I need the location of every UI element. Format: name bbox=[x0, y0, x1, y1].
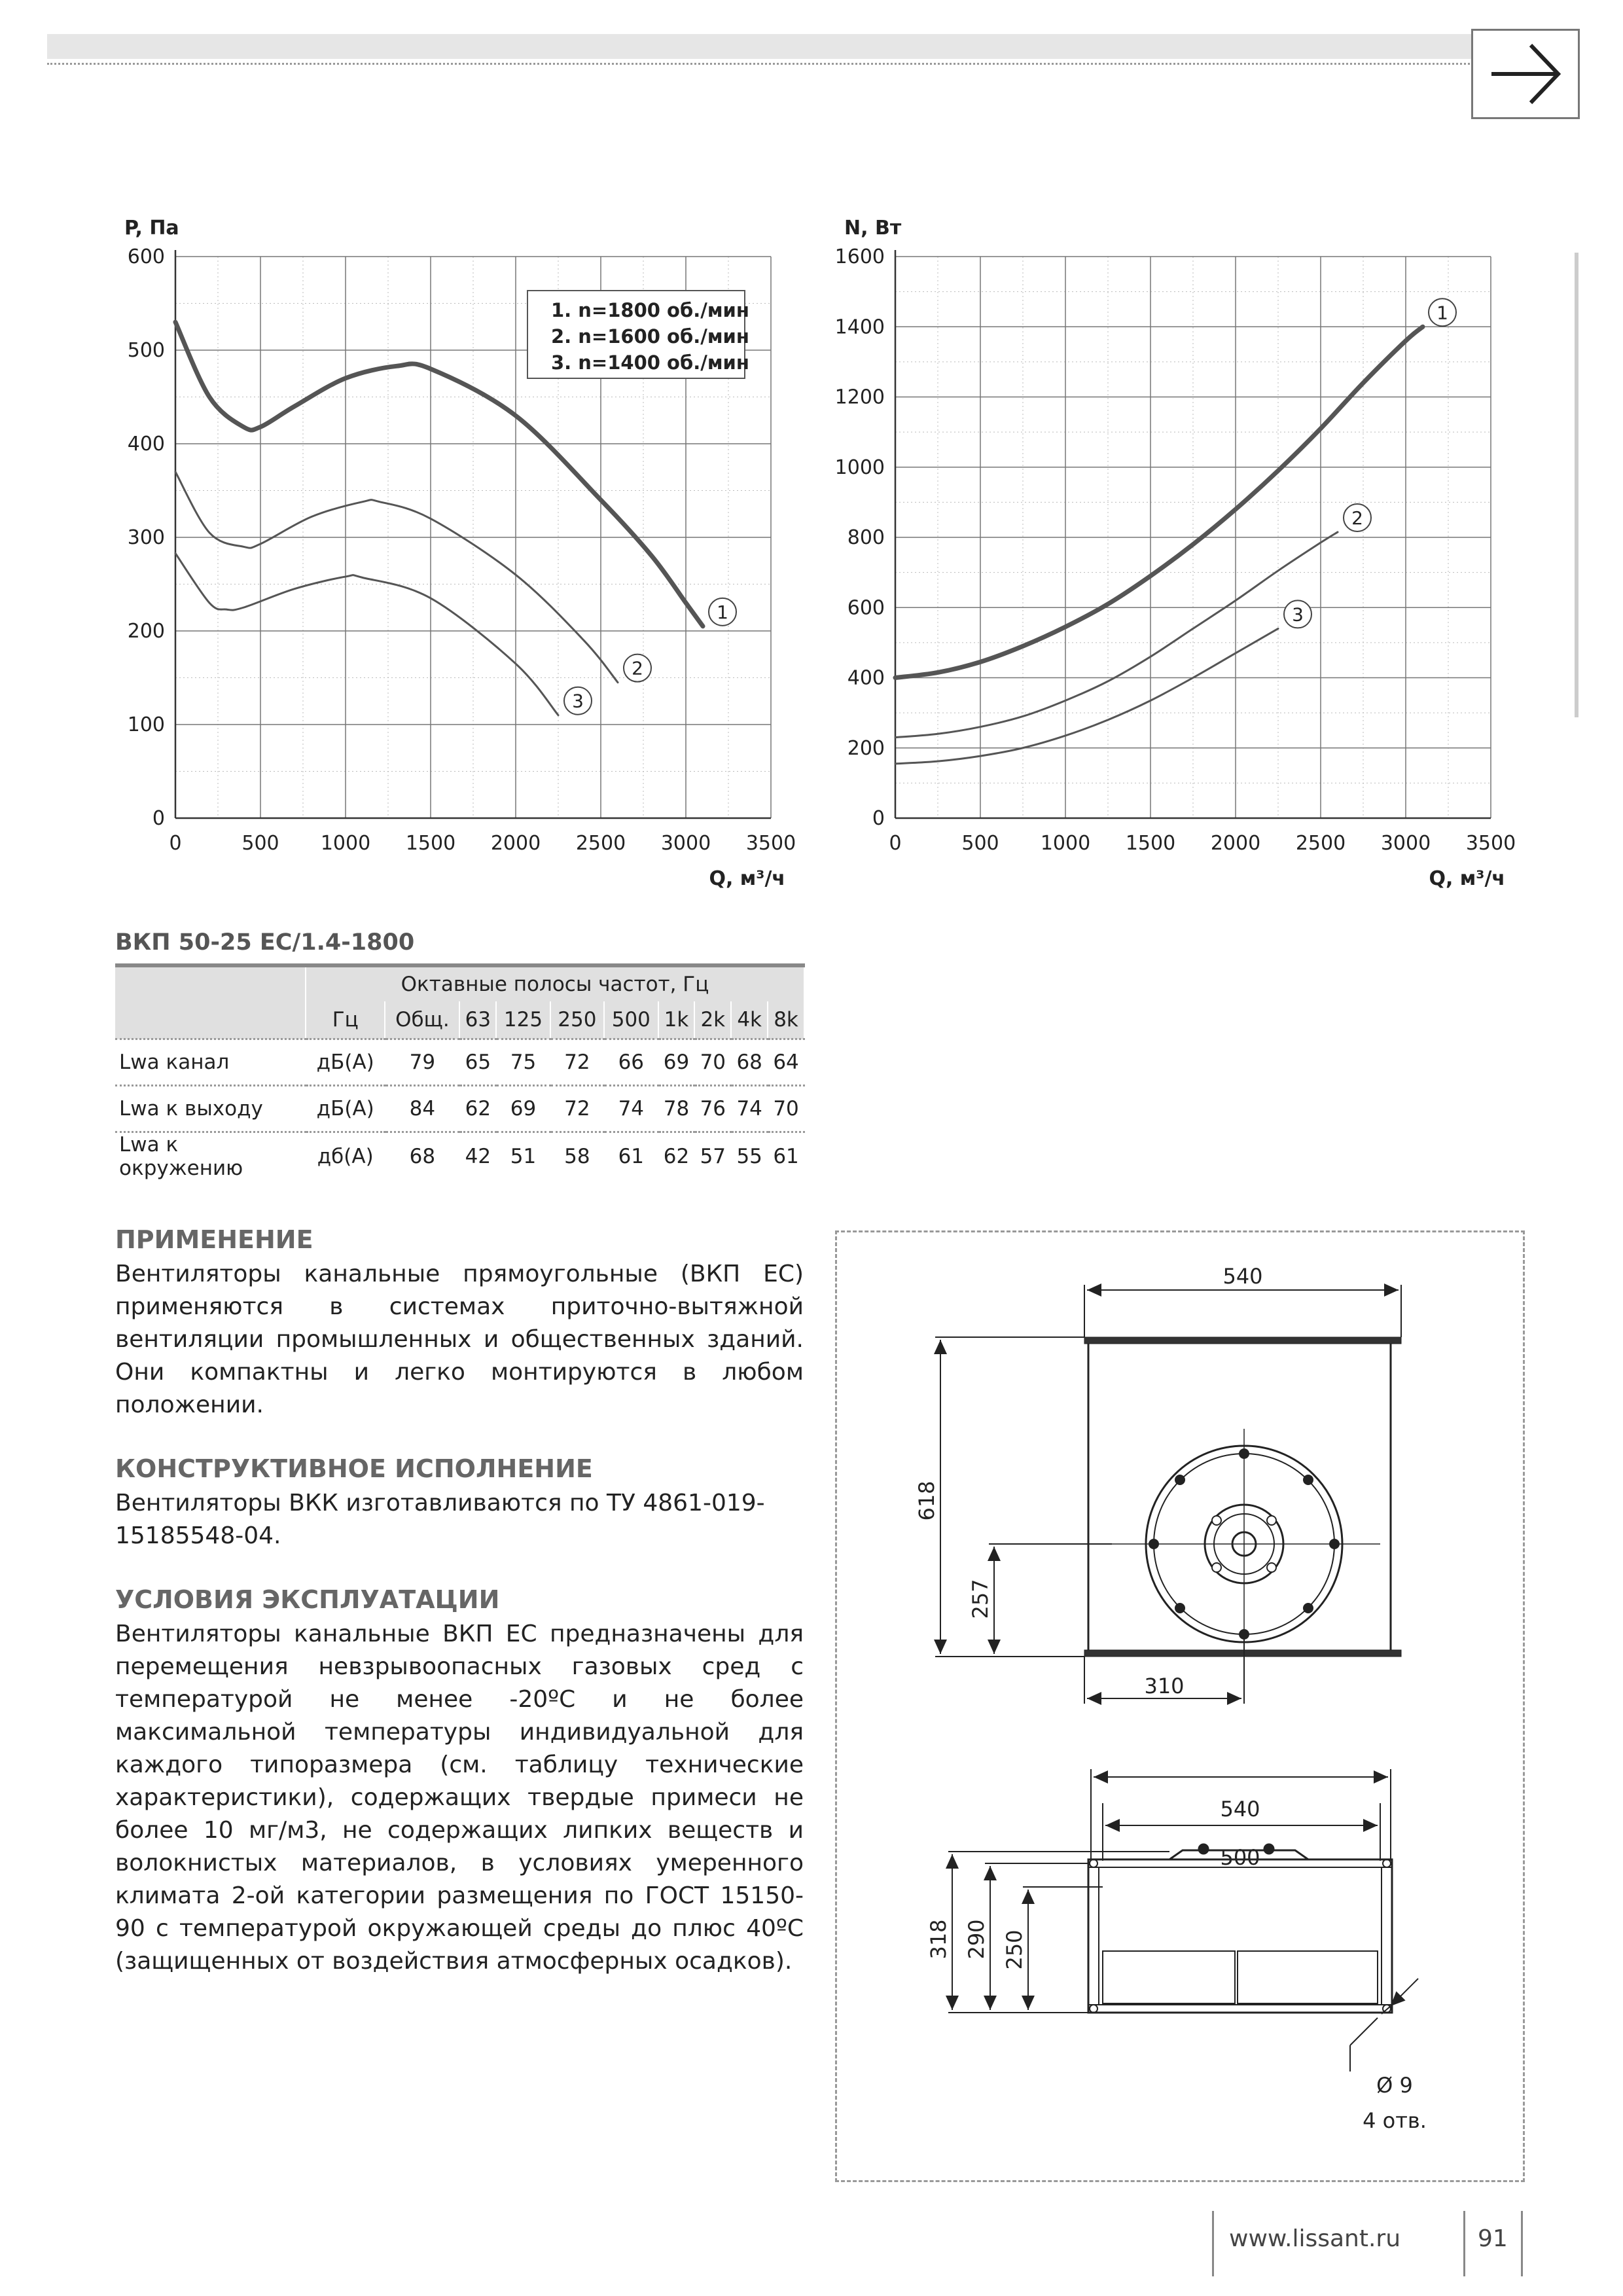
table-header-cell: 8k bbox=[768, 1001, 804, 1039]
y-tick-label: 1600 bbox=[834, 245, 885, 268]
section-text-application: Вентиляторы канальные прямоугольные (ВКП ЕС) применяются в системах приточно-вытяжной вентиляции промышленных и общественных зданий. Они компактны и легко монтируются в любом положении. bbox=[115, 1261, 804, 1418]
table-cell: 74 bbox=[604, 1086, 658, 1132]
table-cell: 62 bbox=[459, 1086, 496, 1132]
dim-side-h3: 250 bbox=[1002, 1929, 1027, 1970]
arrow-right-icon bbox=[1473, 31, 1578, 117]
table-cell: 64 bbox=[768, 1039, 804, 1086]
y-tick-label: 300 bbox=[127, 526, 165, 549]
table-cell: 68 bbox=[731, 1039, 768, 1086]
x-tick-label: 1000 bbox=[320, 832, 371, 855]
series-marker-label: 2 bbox=[632, 657, 643, 679]
table-row bbox=[115, 1132, 804, 1181]
power-chart bbox=[818, 203, 1551, 897]
footer-divider bbox=[1463, 2211, 1465, 2276]
y-tick-label: 600 bbox=[847, 596, 885, 620]
y-tick-label: 500 bbox=[127, 339, 165, 362]
y-tick-label: 400 bbox=[127, 433, 165, 456]
x-tick-label: 3500 bbox=[1465, 832, 1516, 855]
series-2-line bbox=[175, 472, 618, 683]
table-cell: 75 bbox=[496, 1039, 550, 1086]
table-cell: 51 bbox=[496, 1132, 550, 1181]
table-cell: 72 bbox=[550, 1086, 604, 1132]
row-label: Lwa к окружению bbox=[115, 1132, 306, 1181]
x-tick-label: 0 bbox=[169, 832, 182, 855]
legend-entry: 1. n=1800 об./мин bbox=[551, 299, 749, 321]
dimension-drawing-frame bbox=[835, 1230, 1525, 2182]
legend-entry: 2. n=1600 об./мин bbox=[551, 325, 749, 348]
series-marker-label: 2 bbox=[1351, 507, 1363, 529]
section-text-conditions: Вентиляторы канальные ВКП ЕС предназначены для перемещения невзрывоопасных газовых сред с температурой не менее -20ºС и не более максимальной температуры индивидуальной для каждого типоразмера (см. таблицу технические характеристики), содержащих твердые примеси не более 10 мг/м3, не содержащих липких веществ и волокнистых материалов, в условиях умеренного климата 2-ой категории размещения по ГОСТ 15150-90 с температурой окружающей среды до плюс 40ºС (защищенных от воздействия атмосферных осадков). bbox=[115, 1621, 804, 1975]
table-cell: 74 bbox=[731, 1086, 768, 1132]
x-axis-label: Q, м³/ч bbox=[1429, 867, 1505, 890]
y-tick-label: 0 bbox=[152, 807, 165, 830]
dim-top-offset-y: 257 bbox=[968, 1579, 993, 1619]
dim-top-width: 540 bbox=[1222, 1264, 1263, 1289]
side-view bbox=[948, 1769, 1418, 2045]
header-bar bbox=[47, 34, 1474, 59]
y-tick-label: 1000 bbox=[834, 456, 885, 479]
dim-hole-diameter: Ø 9 bbox=[1376, 2073, 1413, 2098]
x-tick-label: 3000 bbox=[1380, 832, 1431, 855]
series-3-line bbox=[895, 628, 1278, 763]
table-row bbox=[115, 1086, 804, 1132]
row-label: Lwa к выходу bbox=[115, 1086, 306, 1132]
x-tick-label: 500 bbox=[241, 832, 279, 855]
table-cell: 61 bbox=[768, 1132, 804, 1181]
table-row bbox=[115, 1039, 804, 1086]
table-header-cell: 2k bbox=[694, 1001, 731, 1039]
x-axis-label: Q, м³/ч bbox=[709, 867, 785, 890]
table-header-blank bbox=[115, 1001, 306, 1039]
x-tick-label: 1500 bbox=[1125, 832, 1176, 855]
table-cell: 57 bbox=[694, 1132, 731, 1181]
table-cell: 65 bbox=[459, 1039, 496, 1086]
next-page-button[interactable] bbox=[1471, 29, 1580, 119]
table-cell: 84 bbox=[385, 1086, 459, 1132]
top-view bbox=[935, 1285, 1401, 1704]
y-axis-label: P, Па bbox=[124, 217, 179, 240]
x-tick-label: 2000 bbox=[1210, 832, 1261, 855]
dim-side-h2: 290 bbox=[964, 1919, 989, 1960]
table-cell: 70 bbox=[768, 1086, 804, 1132]
footer-divider bbox=[1521, 2211, 1523, 2276]
table-cell: 61 bbox=[604, 1132, 658, 1181]
table-cell: 55 bbox=[731, 1132, 768, 1181]
series-2-line bbox=[895, 532, 1338, 738]
table-header-cell: 500 bbox=[604, 1001, 658, 1039]
page-scrollbar[interactable] bbox=[1575, 253, 1578, 717]
x-tick-label: 2500 bbox=[575, 832, 626, 855]
y-tick-label: 1400 bbox=[834, 315, 885, 339]
dim-side-inner-width: 500 bbox=[1220, 1845, 1260, 1870]
table-header-cell: 125 bbox=[496, 1001, 550, 1039]
table-header-cell: 250 bbox=[550, 1001, 604, 1039]
series-marker-label: 3 bbox=[572, 690, 584, 712]
dim-side-width: 540 bbox=[1220, 1797, 1260, 1821]
table-cell: дБ(А) bbox=[306, 1039, 385, 1086]
table-cell: 70 bbox=[694, 1039, 731, 1086]
dim-top-height: 618 bbox=[914, 1480, 939, 1521]
dim-top-offset-x: 310 bbox=[1144, 1674, 1185, 1698]
row-label: Lwa канал bbox=[115, 1039, 306, 1086]
table-header-cell: 63 bbox=[459, 1001, 496, 1039]
y-tick-label: 600 bbox=[127, 245, 165, 268]
series-marker-label: 1 bbox=[717, 601, 728, 623]
table-cell: 66 bbox=[604, 1039, 658, 1086]
x-tick-label: 2000 bbox=[490, 832, 541, 855]
footer-website: www.lissant.ru bbox=[1229, 2225, 1401, 2252]
table-group-header: Октавные полосы частот, Гц bbox=[306, 965, 804, 1001]
y-tick-label: 1200 bbox=[834, 386, 885, 409]
table-corner bbox=[115, 965, 306, 1001]
table-cell: 72 bbox=[550, 1039, 604, 1086]
table-cell: 68 bbox=[385, 1132, 459, 1181]
table-cell: 62 bbox=[658, 1132, 695, 1181]
header-dotted-rule bbox=[47, 63, 1474, 65]
x-tick-label: 3000 bbox=[660, 832, 711, 855]
y-tick-label: 400 bbox=[847, 666, 885, 690]
y-tick-label: 0 bbox=[872, 807, 885, 830]
pressure-chart bbox=[98, 203, 818, 897]
y-axis-label: N, Вт bbox=[844, 217, 902, 240]
table-header-cell: Общ. bbox=[385, 1001, 459, 1039]
dim-hole-count: 4 отв. bbox=[1363, 2108, 1427, 2133]
table-header-cell: 1k bbox=[658, 1001, 695, 1039]
y-tick-label: 200 bbox=[847, 736, 885, 760]
y-tick-label: 800 bbox=[847, 526, 885, 549]
x-tick-label: 3500 bbox=[745, 832, 796, 855]
table-cell: 42 bbox=[459, 1132, 496, 1181]
table-header-cell: Гц bbox=[306, 1001, 385, 1039]
x-tick-label: 0 bbox=[889, 832, 902, 855]
x-tick-label: 1500 bbox=[405, 832, 456, 855]
table-cell: 78 bbox=[658, 1086, 695, 1132]
series-marker-label: 1 bbox=[1436, 302, 1448, 324]
table-cell: 76 bbox=[694, 1086, 731, 1132]
section-heading-conditions: УСЛОВИЯ ЭКСПЛУАТАЦИИ bbox=[115, 1585, 500, 1614]
table-cell: дб(А) bbox=[306, 1132, 385, 1181]
table-header-cell: 4k bbox=[731, 1001, 768, 1039]
sound-table-title: ВКП 50-25 ЕС/1.4-1800 bbox=[115, 929, 415, 956]
table-cell: дБ(А) bbox=[306, 1086, 385, 1132]
table-cell: 69 bbox=[496, 1086, 550, 1132]
y-tick-label: 200 bbox=[127, 620, 165, 643]
footer-divider bbox=[1212, 2211, 1214, 2276]
x-tick-label: 1000 bbox=[1040, 832, 1091, 855]
sound-table bbox=[115, 963, 805, 1180]
page-number: 91 bbox=[1478, 2225, 1508, 2252]
table-cell: 69 bbox=[658, 1039, 695, 1086]
x-tick-label: 2500 bbox=[1295, 832, 1346, 855]
section-heading-construction: КОНСТРУКТИВНОЕ ИСПОЛНЕНИЕ bbox=[115, 1454, 593, 1483]
series-marker-label: 3 bbox=[1292, 603, 1304, 626]
table-cell: 58 bbox=[550, 1132, 604, 1181]
table-cell: 79 bbox=[385, 1039, 459, 1086]
legend-entry: 3. n=1400 об./мин bbox=[551, 351, 749, 374]
section-text-construction: Вентиляторы ВКК изготавливаются по ТУ 4861-019-15185548-04. bbox=[115, 1490, 765, 1549]
x-tick-label: 500 bbox=[961, 832, 999, 855]
dim-side-h1: 318 bbox=[926, 1919, 951, 1960]
series-3-line bbox=[175, 553, 558, 715]
dimension-drawing bbox=[837, 1232, 1523, 2180]
section-heading-application: ПРИМЕНЕНИЕ bbox=[115, 1225, 313, 1254]
y-tick-label: 100 bbox=[127, 713, 165, 736]
